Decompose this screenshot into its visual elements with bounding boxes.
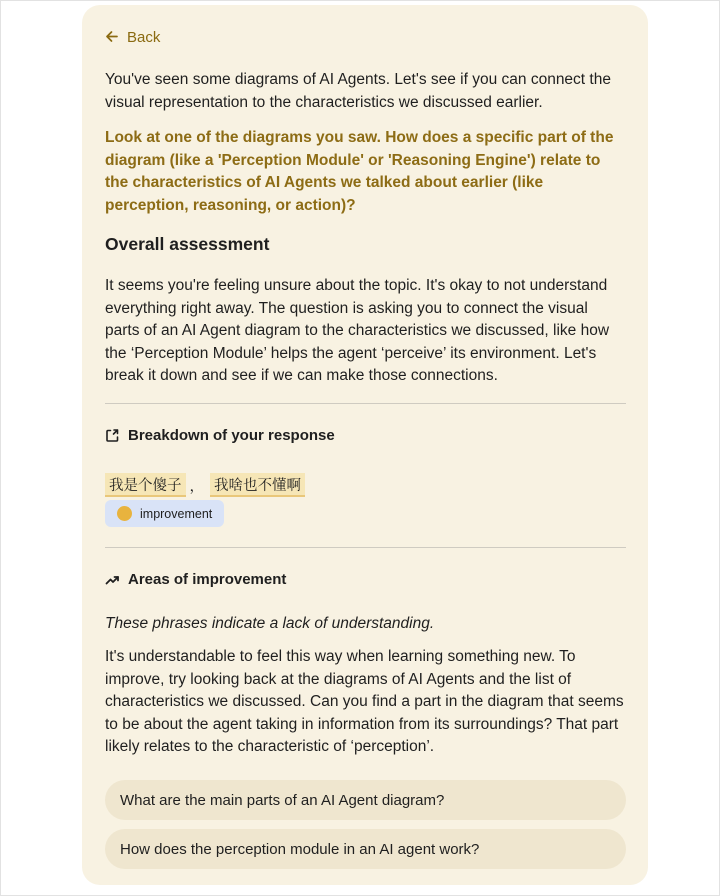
- divider: [105, 547, 626, 548]
- breakdown-heading: [105, 427, 626, 444]
- breakdown-heading-label: Breakdown of your response: [128, 427, 335, 444]
- tag-label: improvement: [140, 506, 213, 521]
- arrow-left-icon: [105, 30, 118, 46]
- intro-text: You've seen some diagrams of AI Agents. Let's see if you can connect the visual representation to the characteristics we discussed earlier.: [105, 71, 611, 111]
- divider: [105, 403, 626, 404]
- back-button[interactable]: [105, 29, 160, 46]
- overall-assessment-text: It seems you're feeling unsure about the topic. It's okay to not understand everything right away. The question is asking you to connect the visual parts of an AI Agent diagram to the characteristics we discussed, like how the ‘Perception Module’ helps the agent ‘perceive’ its environment. Let's break it down and see if we can make those connections.: [105, 277, 610, 385]
- improvement-note: These phrases indicate a lack of understanding.: [105, 615, 435, 632]
- question-text: Look at one of the diagrams you saw. How does a specific part of the diagram (like a 'Perception Module' or 'Reasoning Engine') relate to the characteristics of AI Agents we talked about earlier (like perception, reasoning, or action)?: [105, 129, 614, 214]
- areas-of-improvement-label: Areas of improvement: [128, 571, 287, 588]
- improvement-text: It's understandable to feel this way when learning something new. To improve, try looking back at the diagrams of AI Agents and the list of characteristics we discussed. Can you find a part in the diagram that seems to be about the agent taking in information from its surroundings? That part likely relates to the characteristic of ‘perception’.: [105, 648, 624, 756]
- highlighted-phrase[interactable]: 我是个傻子: [105, 473, 186, 497]
- trending-up-icon: [105, 572, 120, 587]
- improvement-tag[interactable]: [105, 500, 224, 527]
- response-phrases: [105, 473, 626, 497]
- breakdown-icon: [105, 428, 120, 443]
- feedback-card: [82, 5, 648, 885]
- tag-dot-icon: [117, 506, 132, 521]
- highlighted-phrase[interactable]: 我啥也不懂啊: [210, 473, 305, 497]
- back-label: Back: [127, 29, 161, 46]
- suggestion-chip[interactable]: How does the perception module in an AI agent work?: [105, 829, 626, 869]
- phrase-separator: ，: [189, 478, 204, 495]
- areas-of-improvement-heading: [105, 571, 626, 588]
- overall-assessment-heading: Overall assessment: [105, 234, 270, 254]
- suggestion-chip[interactable]: What are the main parts of an AI Agent diagram?: [105, 780, 626, 820]
